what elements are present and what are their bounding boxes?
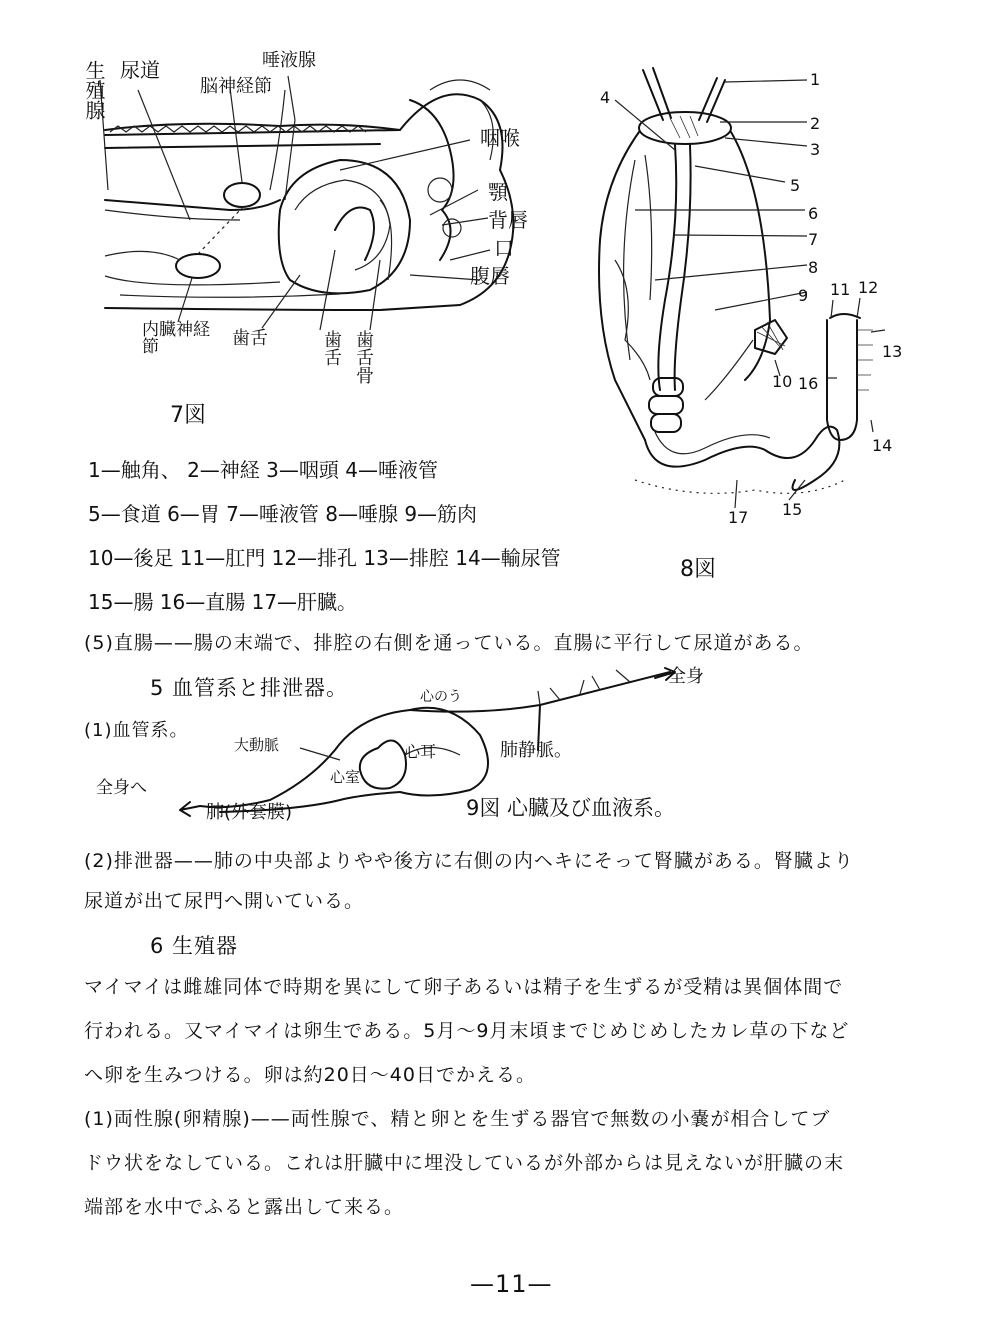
section-5-heading: 5 血管系と排泄器。 — [150, 676, 349, 700]
fig8-num-11: 11 — [830, 280, 851, 299]
fig7-label-jaw: 顎 — [488, 180, 508, 204]
fig7-label-radula-cartilage: 歯舌骨 — [353, 330, 374, 384]
fig9-label-whole-body-right: 全身 — [668, 666, 704, 687]
fig8-num-6: 6 — [808, 204, 819, 223]
section-6-line-6: 端部を水中でふると露出して来る。 — [84, 1196, 405, 1218]
fig9-label-whole-body-left: 全身へ — [96, 778, 147, 798]
fig7-label-urethra: 尿道 — [120, 58, 160, 82]
section-6-line-5: ドウ状をなしている。これは肝臓中に埋没しているが外部からは見えないが肝臓の末 — [84, 1152, 845, 1174]
fig7-label-radula-2: 歯舌 — [321, 330, 342, 366]
fig8-num-3: 3 — [810, 140, 821, 159]
fig9-caption: 9図 心臓及び血液系。 — [466, 796, 676, 820]
legend-row-4: 15—腸 16—直腸 17—肝臓。 — [88, 590, 358, 614]
fig7-label-salivary-gland: 唾液腺 — [262, 50, 316, 71]
fig8-num-1: 1 — [810, 70, 821, 89]
fig8-num-17: 17 — [728, 508, 749, 527]
fig7-label-pharynx: 咽喉 — [480, 126, 520, 150]
section-5-sub-1: (1)血管系。 — [84, 720, 189, 741]
fig7-label-cerebral-ganglion: 脳神経節 — [200, 76, 272, 97]
fig8-caption: 8図 — [680, 557, 716, 582]
fig7-caption: 7図 — [170, 403, 206, 428]
fig8-num-9: 9 — [798, 286, 809, 305]
fig8-num-10: 10 — [772, 372, 793, 391]
fig9-label-ventricle: 心室 — [330, 768, 361, 786]
fig7-label-dorsal-lip: 背唇 — [488, 208, 528, 232]
fig8-num-5: 5 — [790, 176, 801, 195]
fig9-label-pericardium: 心のう — [420, 689, 462, 705]
fig7-label-gonad: 生殖腺 — [82, 60, 106, 120]
fig9-label-auricle: 心耳 — [404, 742, 437, 761]
fig8-num-16: 16 — [798, 374, 819, 393]
fig8-num-13: 13 — [882, 342, 903, 361]
paragraph-rectum: (5)直腸——腸の末端で、排腔の右側を通っている。直腸に平行して尿道がある。 — [84, 632, 814, 654]
fig7-label-visceral-ganglion: 内臓神経節 — [142, 320, 210, 357]
figure-8-drawing — [575, 60, 905, 520]
section-6-line-2: 行われる。又マイマイは卵生である。5月〜9月末頃までじめじめしたカレ草の下など — [84, 1020, 850, 1042]
fig9-label-pulmonary-vein: 肺静脈。 — [500, 740, 572, 761]
fig8-num-12: 12 — [858, 278, 879, 297]
fig7-label-ventral-lip: 腹唇 — [470, 264, 510, 288]
fig9-label-aorta: 大動脈 — [234, 736, 280, 754]
fig7-label-mouth: 口 — [494, 236, 514, 260]
fig8-num-2: 2 — [810, 114, 821, 133]
legend-row-3: 10—後足 11—肛門 12—排孔 13—排腔 14—輸尿管 — [88, 546, 561, 570]
section-5-sub-2-line-1: (2)排泄器——肺の中央部よりやや後方に右側の内ヘキにそって腎臓がある。腎臓より — [84, 850, 854, 872]
fig8-num-4: 4 — [600, 88, 611, 107]
section-6-line-4: (1)両性腺(卵精腺)——両性腺で、精と卵とを生ずる器官で無数の小嚢が相合してブ — [84, 1108, 831, 1130]
section-5-sub-2-line-2: 尿道が出て尿門へ開いている。 — [84, 890, 365, 912]
fig7-label-radula-1: 歯舌 — [232, 328, 268, 349]
page-number: —11— — [470, 1270, 553, 1298]
fig8-num-15: 15 — [782, 500, 803, 519]
section-6-line-3: へ卵を生みつける。卵は約20日〜40日でかえる。 — [84, 1064, 536, 1086]
fig8-num-8: 8 — [808, 258, 819, 277]
fig8-num-14: 14 — [872, 436, 893, 455]
fig8-num-7: 7 — [808, 230, 819, 249]
legend-row-1: 1—触角、 2—神経 3—咽頭 4—唾液管 — [88, 458, 438, 482]
fig9-label-lung-mantle: 肺(外套膜) — [206, 802, 293, 823]
legend-row-2: 5—食道 6—胃 7—唾液管 8—唾腺 9—筋肉 — [88, 502, 478, 526]
section-6-line-1: マイマイは雌雄同体で時期を異にして卵子あるいは精子を生ずるが受精は異個体間で — [84, 976, 844, 998]
section-6-heading: 6 生殖器 — [150, 934, 239, 958]
